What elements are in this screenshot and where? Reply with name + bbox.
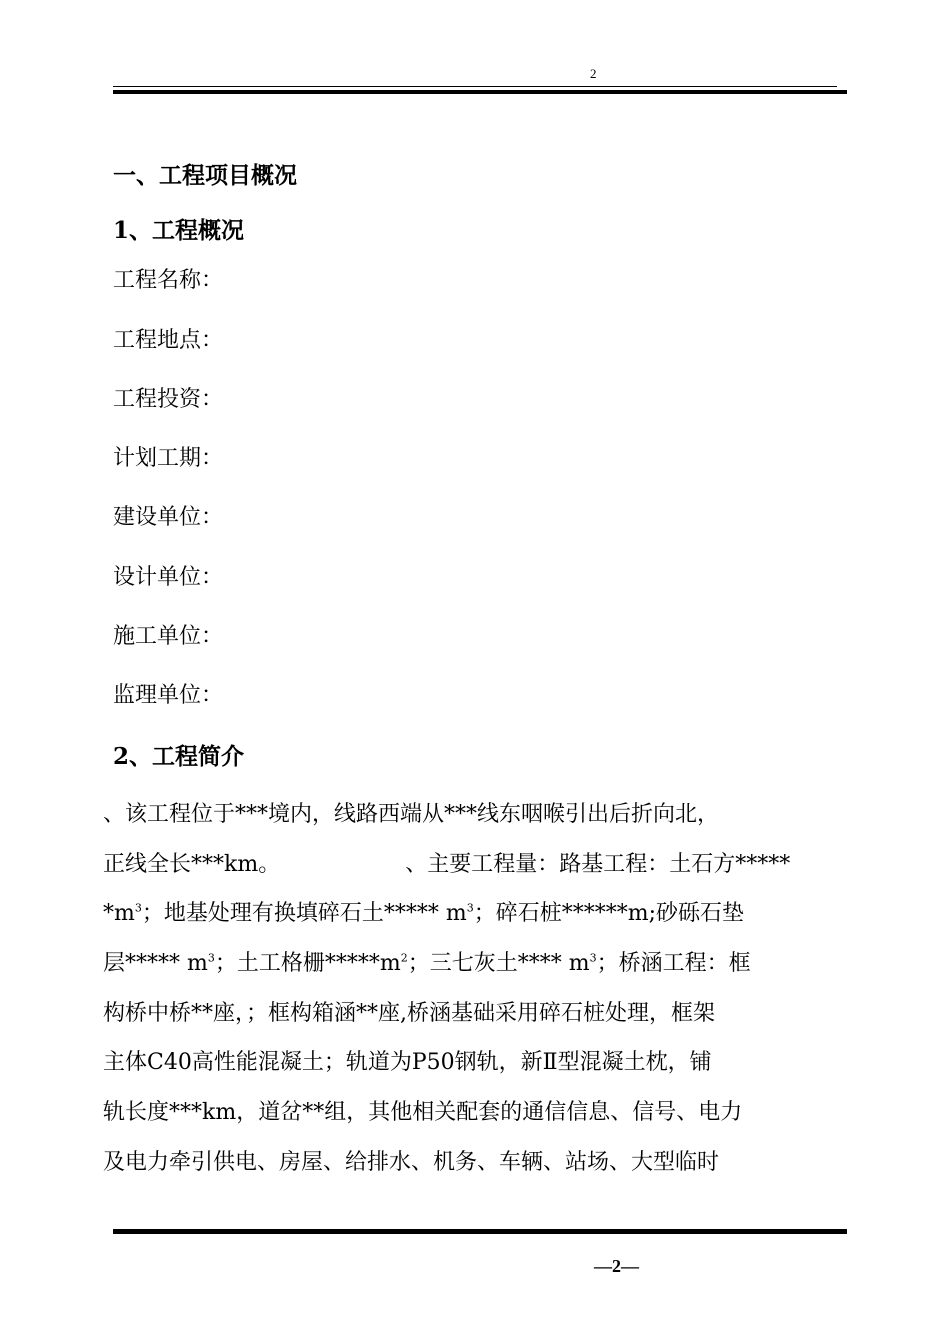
field-project-location: 工程地点： — [113, 328, 224, 353]
field-planned-duration: 计划工期： — [113, 446, 224, 471]
footer-page-number: —2— — [594, 1256, 639, 1276]
body-line-6: 主体C40高性能混凝土；轨道为P50钢轨，新Ⅱ型混凝土枕，铺 — [103, 1050, 712, 1075]
header-rule-thin — [113, 86, 837, 87]
field-project-name: 工程名称： — [113, 268, 224, 293]
body-line-8: 及电力牵引供电、房屋、给排水、机务、车辆、站场、大型临时 — [103, 1150, 720, 1175]
header-rule-thick — [113, 90, 847, 94]
body-line-4: 层***** $m^3$；土工格栅$*****m^2$；三七灰土**** $m^3$；桥涵工程：框 — [103, 951, 751, 976]
body-line-1: 、该工程位于***境内，线路西端从***线东咽喉引出后折向北， — [103, 802, 720, 827]
footer-rule — [113, 1229, 847, 1234]
subsection-intro: 2、工程简介 — [113, 743, 245, 770]
field-supervision-unit: 监理单位： — [113, 683, 224, 708]
body-line-3: $*m^3$；地基处理有换填碎石土***** $m^3$；碎石桩******m;砂砾石垫 — [103, 901, 745, 926]
body-line-2: 正线全长***km。 、主要工程量：路基工程：土石方***** — [103, 852, 791, 877]
field-design-unit: 设计单位： — [113, 565, 224, 590]
field-owner-unit: 建设单位： — [113, 505, 224, 530]
field-construction-unit: 施工单位： — [113, 624, 224, 649]
header-page-number: 2 — [590, 66, 597, 81]
section-title: 一、工程项目概况 — [113, 162, 297, 189]
field-project-investment: 工程投资： — [113, 387, 224, 412]
body-line-5: 构桥中桥**座，；框构箱涵**座,桥涵基础采用碎石桩处理，框架 — [103, 1001, 715, 1026]
body-line-7: 轨长度***km，道岔**组，其他相关配套的通信信息、信号、电力 — [103, 1100, 743, 1125]
subsection-overview: 1、工程概况 — [113, 217, 245, 244]
